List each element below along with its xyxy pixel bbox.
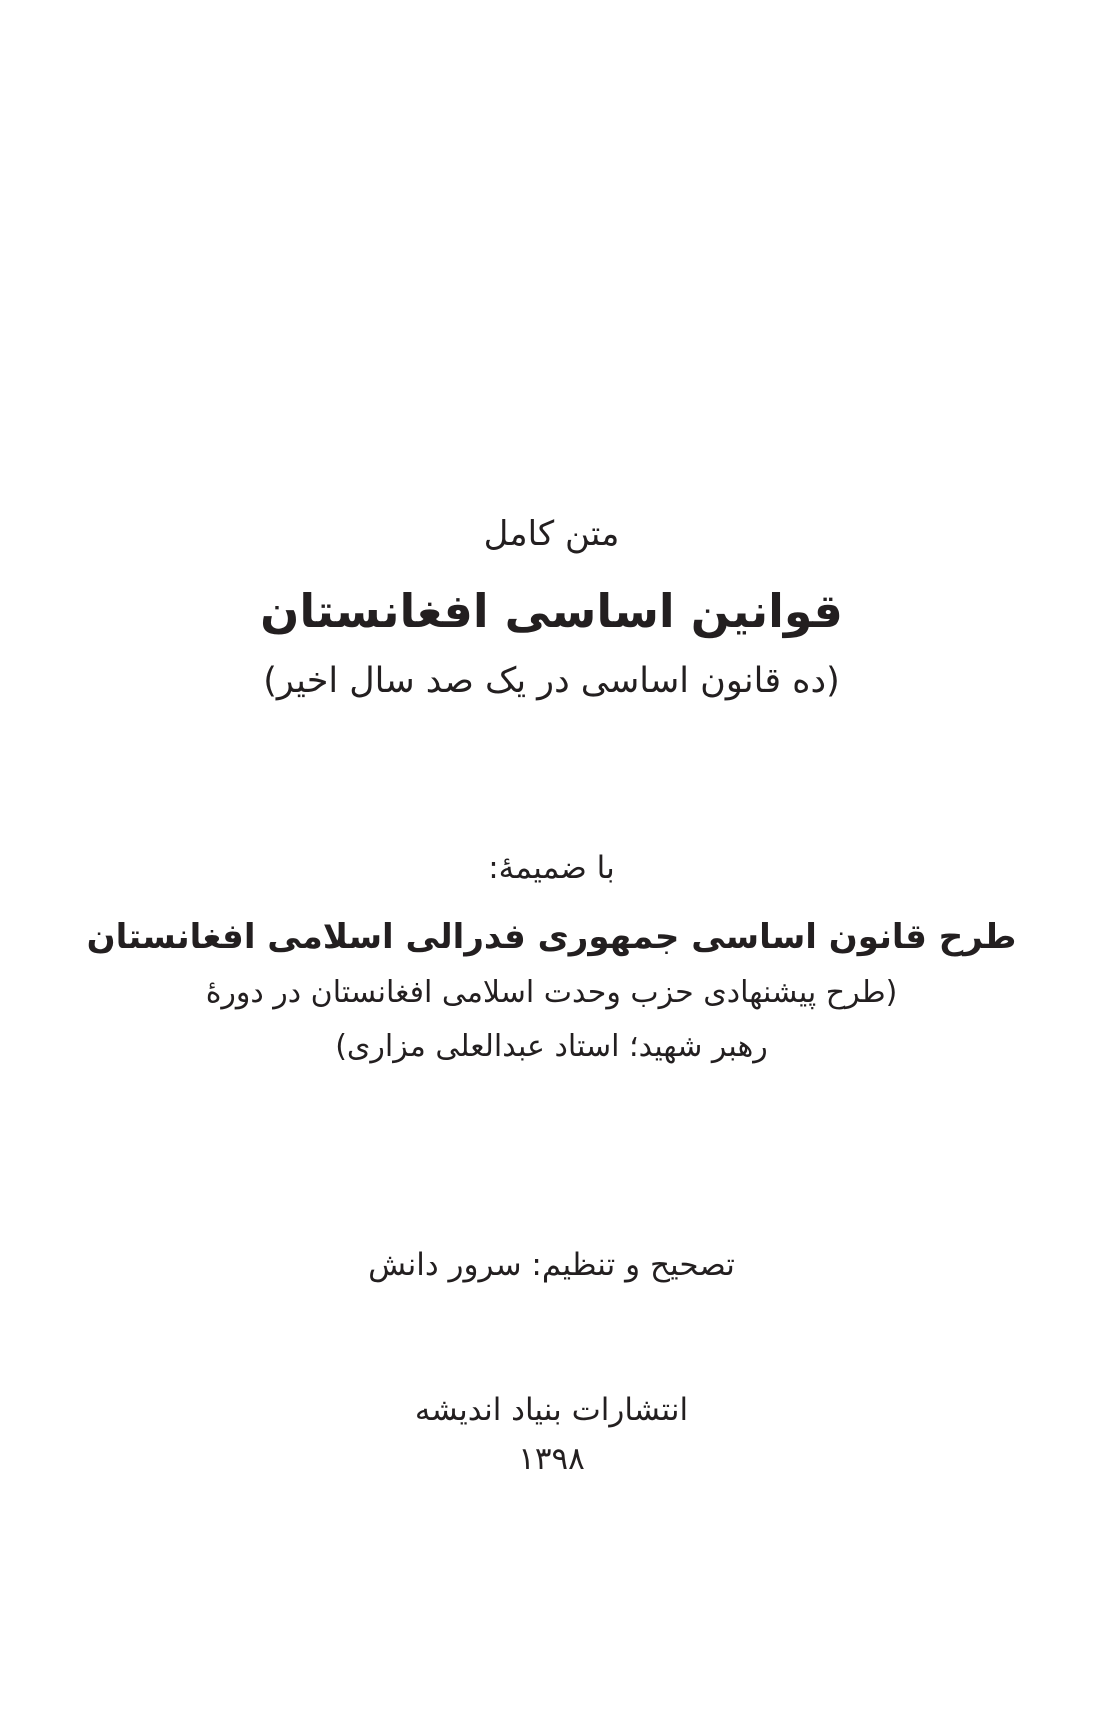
book-subtitle: (ده قانون اساسی در یک صد سال اخیر)	[263, 661, 840, 701]
publication-year: ۱۳۹۸	[518, 1441, 585, 1477]
appendix-label: با ضمیمهٔ:	[488, 850, 615, 886]
appendix-note-line-2: رهبر شهید؛ استاد عبدالعلی مزاری)	[335, 1029, 768, 1064]
publisher-name: انتشارات بنیاد اندیشه	[414, 1392, 689, 1428]
pretitle: متن کامل	[483, 514, 620, 554]
appendix-note-line-1: (طرح پیشنهادی حزب وحدت اسلامی افغانستان در دورهٔ	[205, 975, 898, 1010]
appendix-title: طرح قانون اساسی جمهوری فدرالی اسلامی افغانستان	[86, 917, 1017, 957]
book-title: قوانین اساسی افغانستان	[260, 584, 843, 638]
editor-credit: تصحیح و تنظیم: سرور دانش	[368, 1247, 735, 1283]
